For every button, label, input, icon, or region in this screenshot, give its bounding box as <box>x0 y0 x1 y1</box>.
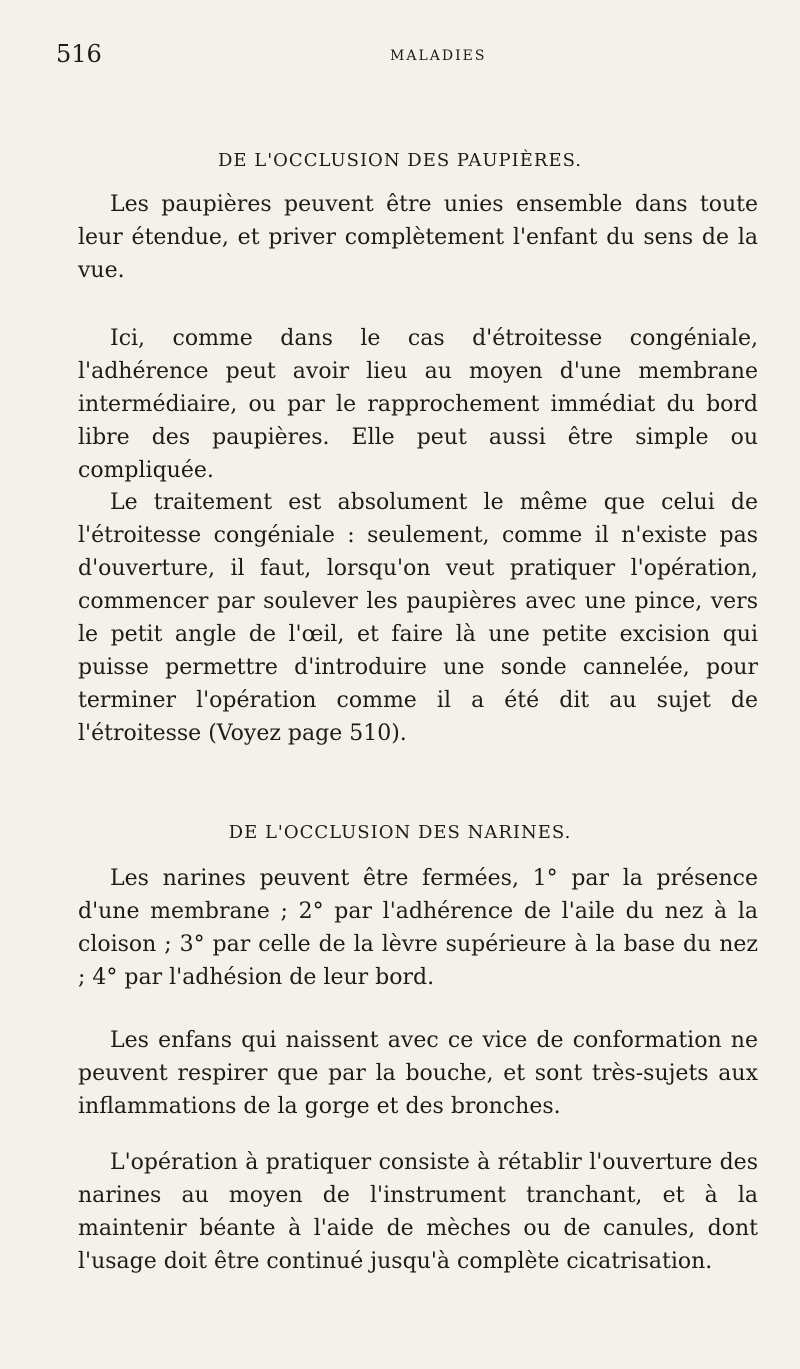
paragraph: Les enfans qui naissent avec ce vice de conformation ne peuvent respirer que par la bouche, et sont très-sujets aux inflammations de la gorge et des bronches. <box>78 1028 758 1119</box>
paragraph: L'opération à pratiquer consiste à rétablir l'ouverture des narines au moyen de l'instrument tranchant, et à la maintenir béante à l'aide de mèches ou de canules, dont l'usage doit être continué jusqu'à complète cicatrisation. <box>78 1150 758 1274</box>
paragraph: Les narines peuvent être fermées, 1° par la présence d'une membrane ; 2° par l'adhérence de l'aile du nez à la cloison ; 3° par celle de la lèvre supérieure à la base du nez ; 4° par l'adhésion de leur bord. <box>78 866 758 990</box>
page-header <box>56 40 756 76</box>
paragraph: Le traitement est absolument le même que celui de l'étroitesse congéniale : seulement, comme il n'existe pas d'ouverture, il faut, lorsqu'on veut pratiquer l'opération, commencer par soulever les paupières avec une pince, vers le petit angle de l'œil, et faire là une petite excision qui puisse permettre d'introduire une sonde cannelée, pour terminer l'opération comme il a été dit au sujet de l'étroitesse (Voyez page 510). <box>78 490 758 746</box>
paragraph: Ici, comme dans le cas d'étroitesse congéniale, l'adhérence peut avoir lieu au moyen d'une membrane intermédiaire, ou par le rapprochement immédiat du bord libre des paupières. Elle peut aussi être simple ou compliquée. <box>78 326 758 483</box>
page-number: 516 <box>56 40 102 68</box>
paragraph: Les paupières peuvent être unies ensemble dans toute leur étendue, et priver complètement l'enfant du sens de la vue. <box>78 192 758 283</box>
section-title-narines: DE L'OCCLUSION DES NARINES. <box>228 822 572 843</box>
section-title-paupieres: DE L'OCCLUSION DES PAUPIÈRES. <box>217 150 583 171</box>
running-head: MALADIES <box>390 48 487 64</box>
